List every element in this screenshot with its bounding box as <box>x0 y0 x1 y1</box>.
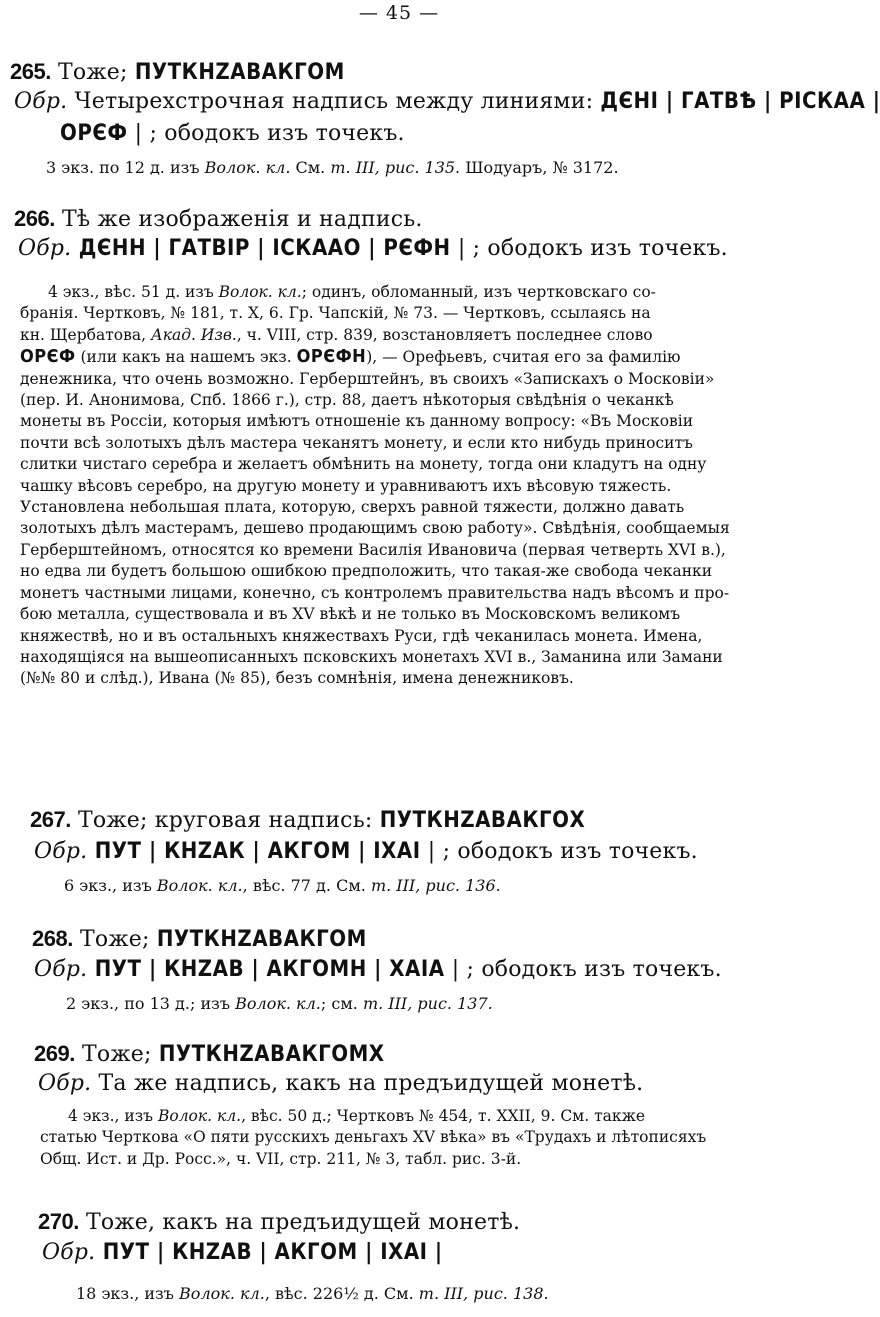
note-reference: т. III, рис. 135. <box>330 158 461 177</box>
obverse-text: Та же надпись, какъ на предъидущей монетѣ. <box>91 1071 644 1096</box>
note-line: (№№ 80 и слѣд.), Ивана (№ 85), безъ сомнѣнія, имена денежниковъ. <box>20 669 574 688</box>
note-text: 4 экз., изъ <box>68 1107 158 1125</box>
note-line: золотыхъ дѣлъ мастерамъ, дешево продающимъ свою работу». Свѣдѣнія, сообщаемыя <box>20 519 730 538</box>
note-text: кн. Щербатова, <box>20 325 151 344</box>
note-text: ; см. <box>320 994 363 1013</box>
note-source: Волок. кл. <box>235 994 321 1013</box>
note-line: чашку вѣсовъ серебро, на другую монету и уравниваютъ ихъ вѣсовую тяжесть. <box>20 476 672 495</box>
entry-heading <box>10 58 345 87</box>
obverse-text: Четырехстрочная надпись между линиями: <box>67 89 601 114</box>
slavonic-inscription: ОРЄФН <box>296 346 367 368</box>
heading-text: Тоже; <box>58 60 135 85</box>
note-line <box>20 325 785 346</box>
obverse-text: | ; ободокъ изъ точекъ. <box>127 121 405 146</box>
note-text: , вѣс. 226½ д. См. <box>264 1284 419 1303</box>
note-source: Акад. Изв. <box>150 325 237 344</box>
obverse-text: | ; ободокъ изъ точекъ. <box>444 957 722 982</box>
slavonic-inscription: ПУТ | КНZАК | АКГОМ | ІХАІ <box>87 839 421 864</box>
note-line: (пер. И. Анонимова, Спб. 1866 г.), стр. 88, даетъ нѣкоторыя свѣдѣнія о чеканкѣ <box>20 391 674 410</box>
note-source: Волок. кл. <box>204 158 291 177</box>
obverse-label: Обр. <box>34 957 88 982</box>
entry-heading <box>14 205 423 234</box>
note-line: слитки чистаго серебра и желаетъ обмѣнить на монету, тогда они кладутъ на одну <box>20 455 707 474</box>
note-reference: т. III, рис. 137. <box>362 994 493 1013</box>
note-text: , ч. VIII, стр. 839, возстановляетъ последнее слово <box>236 325 653 344</box>
note-text: 3 экз. по 12 д. изъ <box>46 158 205 177</box>
entry-number: 265. <box>10 59 51 84</box>
entry-number: 268. <box>32 926 73 951</box>
entry-note <box>46 158 619 177</box>
slavonic-inscription: ДЄНН | ГАТВІР | ІСКААО | РЄФН <box>71 236 451 261</box>
obverse-line <box>34 838 698 866</box>
note-line <box>40 1106 790 1127</box>
slavonic-inscription: ДЄНІ | ГАТВѢ | РІСКАА | <box>600 89 880 114</box>
slavonic-inscription: ПУТКНZАВАКГОМХ <box>158 1042 385 1067</box>
note-text: , вѣс. 50 д.; Чертковъ № 454, т. XXII, 9. См. также <box>241 1107 646 1125</box>
entry-number: 267. <box>30 807 71 832</box>
entry-heading <box>32 925 367 954</box>
obverse-label: Обр. <box>38 1071 92 1096</box>
entry-note <box>64 876 501 895</box>
note-line: Установлена небольшая плата, которую, сверхъ равной тяжести, должно давать <box>20 498 685 517</box>
entry-note <box>20 282 785 690</box>
heading-text: Тоже, какъ на предъидущей монетѣ. <box>78 1210 521 1235</box>
obverse-label: Обр. <box>42 1240 96 1265</box>
note-line: статью Черткова «О пяти русскихъ деньгахъ XV вѣка» въ «Трудахъ и лѣтописяхъ <box>40 1128 707 1147</box>
note-text: См. <box>290 158 331 177</box>
note-text: (или какъ на нашемъ экз. <box>75 348 297 367</box>
entry-number: 270. <box>38 1209 79 1234</box>
obverse-line <box>38 1070 643 1098</box>
note-text: 18 экз., изъ <box>76 1284 180 1303</box>
note-line: бранія. Чертковъ, № 181, т. Х, 6. Гр. Чапскій, № 73. — Чертковъ, ссылаясь на <box>20 304 651 323</box>
note-line: но едва ли будетъ большою ошибкою предположить, что такая-же свобода чеканки <box>20 562 713 581</box>
note-source: Волок. кл. <box>218 283 302 301</box>
note-text: 2 экз., по 13 д.; изъ <box>66 994 236 1013</box>
note-line: бою металла, существовала и въ XV вѣкѣ и не только въ Московскомъ великомъ <box>20 605 681 624</box>
note-line: находящіяся на вышеописанныхъ псковскихъ монетахъ XVI в., Заманина или Замани <box>20 647 723 666</box>
note-text: 4 экз., вѣс. 51 д. изъ <box>48 283 219 301</box>
slavonic-inscription: ПУТ | КНZАВ | АКГОМН | ХАІА <box>87 957 445 982</box>
note-line: почти всѣ золотыхъ дѣлъ мастера чеканятъ монету, и если кто нибудь приноситъ <box>20 433 693 452</box>
entry-heading <box>38 1208 520 1237</box>
slavonic-inscription: ОРЄФ <box>20 346 76 368</box>
note-line: Герберштейномъ, относятся ко времени Василія Ивановича (первая четверть XVI в.), <box>20 540 726 559</box>
note-line: монетъ частными лицами, конечно, съ контролемъ правительства надъ вѣсомъ и про- <box>20 583 730 602</box>
entry-number: 269. <box>34 1041 75 1066</box>
obverse-line <box>34 956 722 984</box>
page-number: — 45 — <box>358 2 440 24</box>
note-line <box>20 282 785 303</box>
note-line: монеты въ Россіи, которыя имѣютъ отношеніе къ данному вопросу: «Въ Московіи <box>20 412 694 431</box>
note-text: 6 экз., изъ <box>64 876 157 895</box>
heading-text: Тѣ же изображенія и надпись. <box>54 207 423 232</box>
heading-text: Тоже; <box>72 927 157 952</box>
note-reference: т. III, рис. 136. <box>370 876 501 895</box>
slavonic-inscription: ПУТКНZАВАКГОМ <box>134 60 345 85</box>
slavonic-inscription: ПУТ | КНZАВ | АКГОМ | ІХАІ | <box>95 1240 443 1265</box>
slavonic-inscription: ОРЄФ <box>60 121 128 146</box>
note-source: Волок. кл. <box>179 1284 265 1303</box>
obverse-text: | ; ободокъ изъ точекъ. <box>450 236 728 261</box>
note-text: ), — Орефьевъ, считая его за фамилію <box>366 348 681 367</box>
heading-text: Тоже; <box>74 1042 159 1067</box>
note-line: княжествѣ, но и въ остальныхъ княжествахъ Руси, гдѣ чеканилась монета. Имена, <box>20 626 703 645</box>
heading-text: Тоже; круговая надпись: <box>70 808 380 833</box>
obverse-text: | ; ободокъ изъ точекъ. <box>420 839 698 864</box>
entry-number: 266. <box>14 206 55 231</box>
note-line <box>20 346 785 368</box>
obverse-label: Обр. <box>14 89 68 114</box>
note-source: Волок. кл. <box>157 1107 242 1125</box>
obverse-label: Обр. <box>34 839 88 864</box>
note-reference: т. III, рис. 138. <box>418 1284 549 1303</box>
slavonic-inscription: ПУТКНZАВАКГОМ <box>156 927 367 952</box>
note-text: Шодуаръ, № 3172. <box>460 158 619 177</box>
note-source: Волок. кл. <box>156 876 243 895</box>
entry-note <box>40 1106 790 1170</box>
entry-heading <box>34 1040 385 1069</box>
note-line: денежника, что очень возможно. Герберштейнъ, въ своихъ «Запискахъ о Московіи» <box>20 369 715 388</box>
obverse-line <box>42 1239 443 1267</box>
obverse-line-continued <box>60 120 405 148</box>
obverse-line <box>14 88 880 116</box>
obverse-label: Обр. <box>18 236 72 261</box>
obverse-line <box>18 235 728 263</box>
entry-heading <box>30 806 585 835</box>
note-line: Общ. Ист. и Др. Росс.», ч. VII, стр. 211, № 3, табл. рис. 3-й. <box>40 1149 522 1168</box>
entry-note <box>66 994 493 1013</box>
note-text: , вѣс. 77 д. См. <box>242 876 371 895</box>
note-text: ; одинъ, обломанный, изъ чертковскаго со- <box>301 283 656 301</box>
slavonic-inscription: ПУТКНZАВАКГОХ <box>379 808 586 833</box>
entry-note <box>76 1284 549 1303</box>
